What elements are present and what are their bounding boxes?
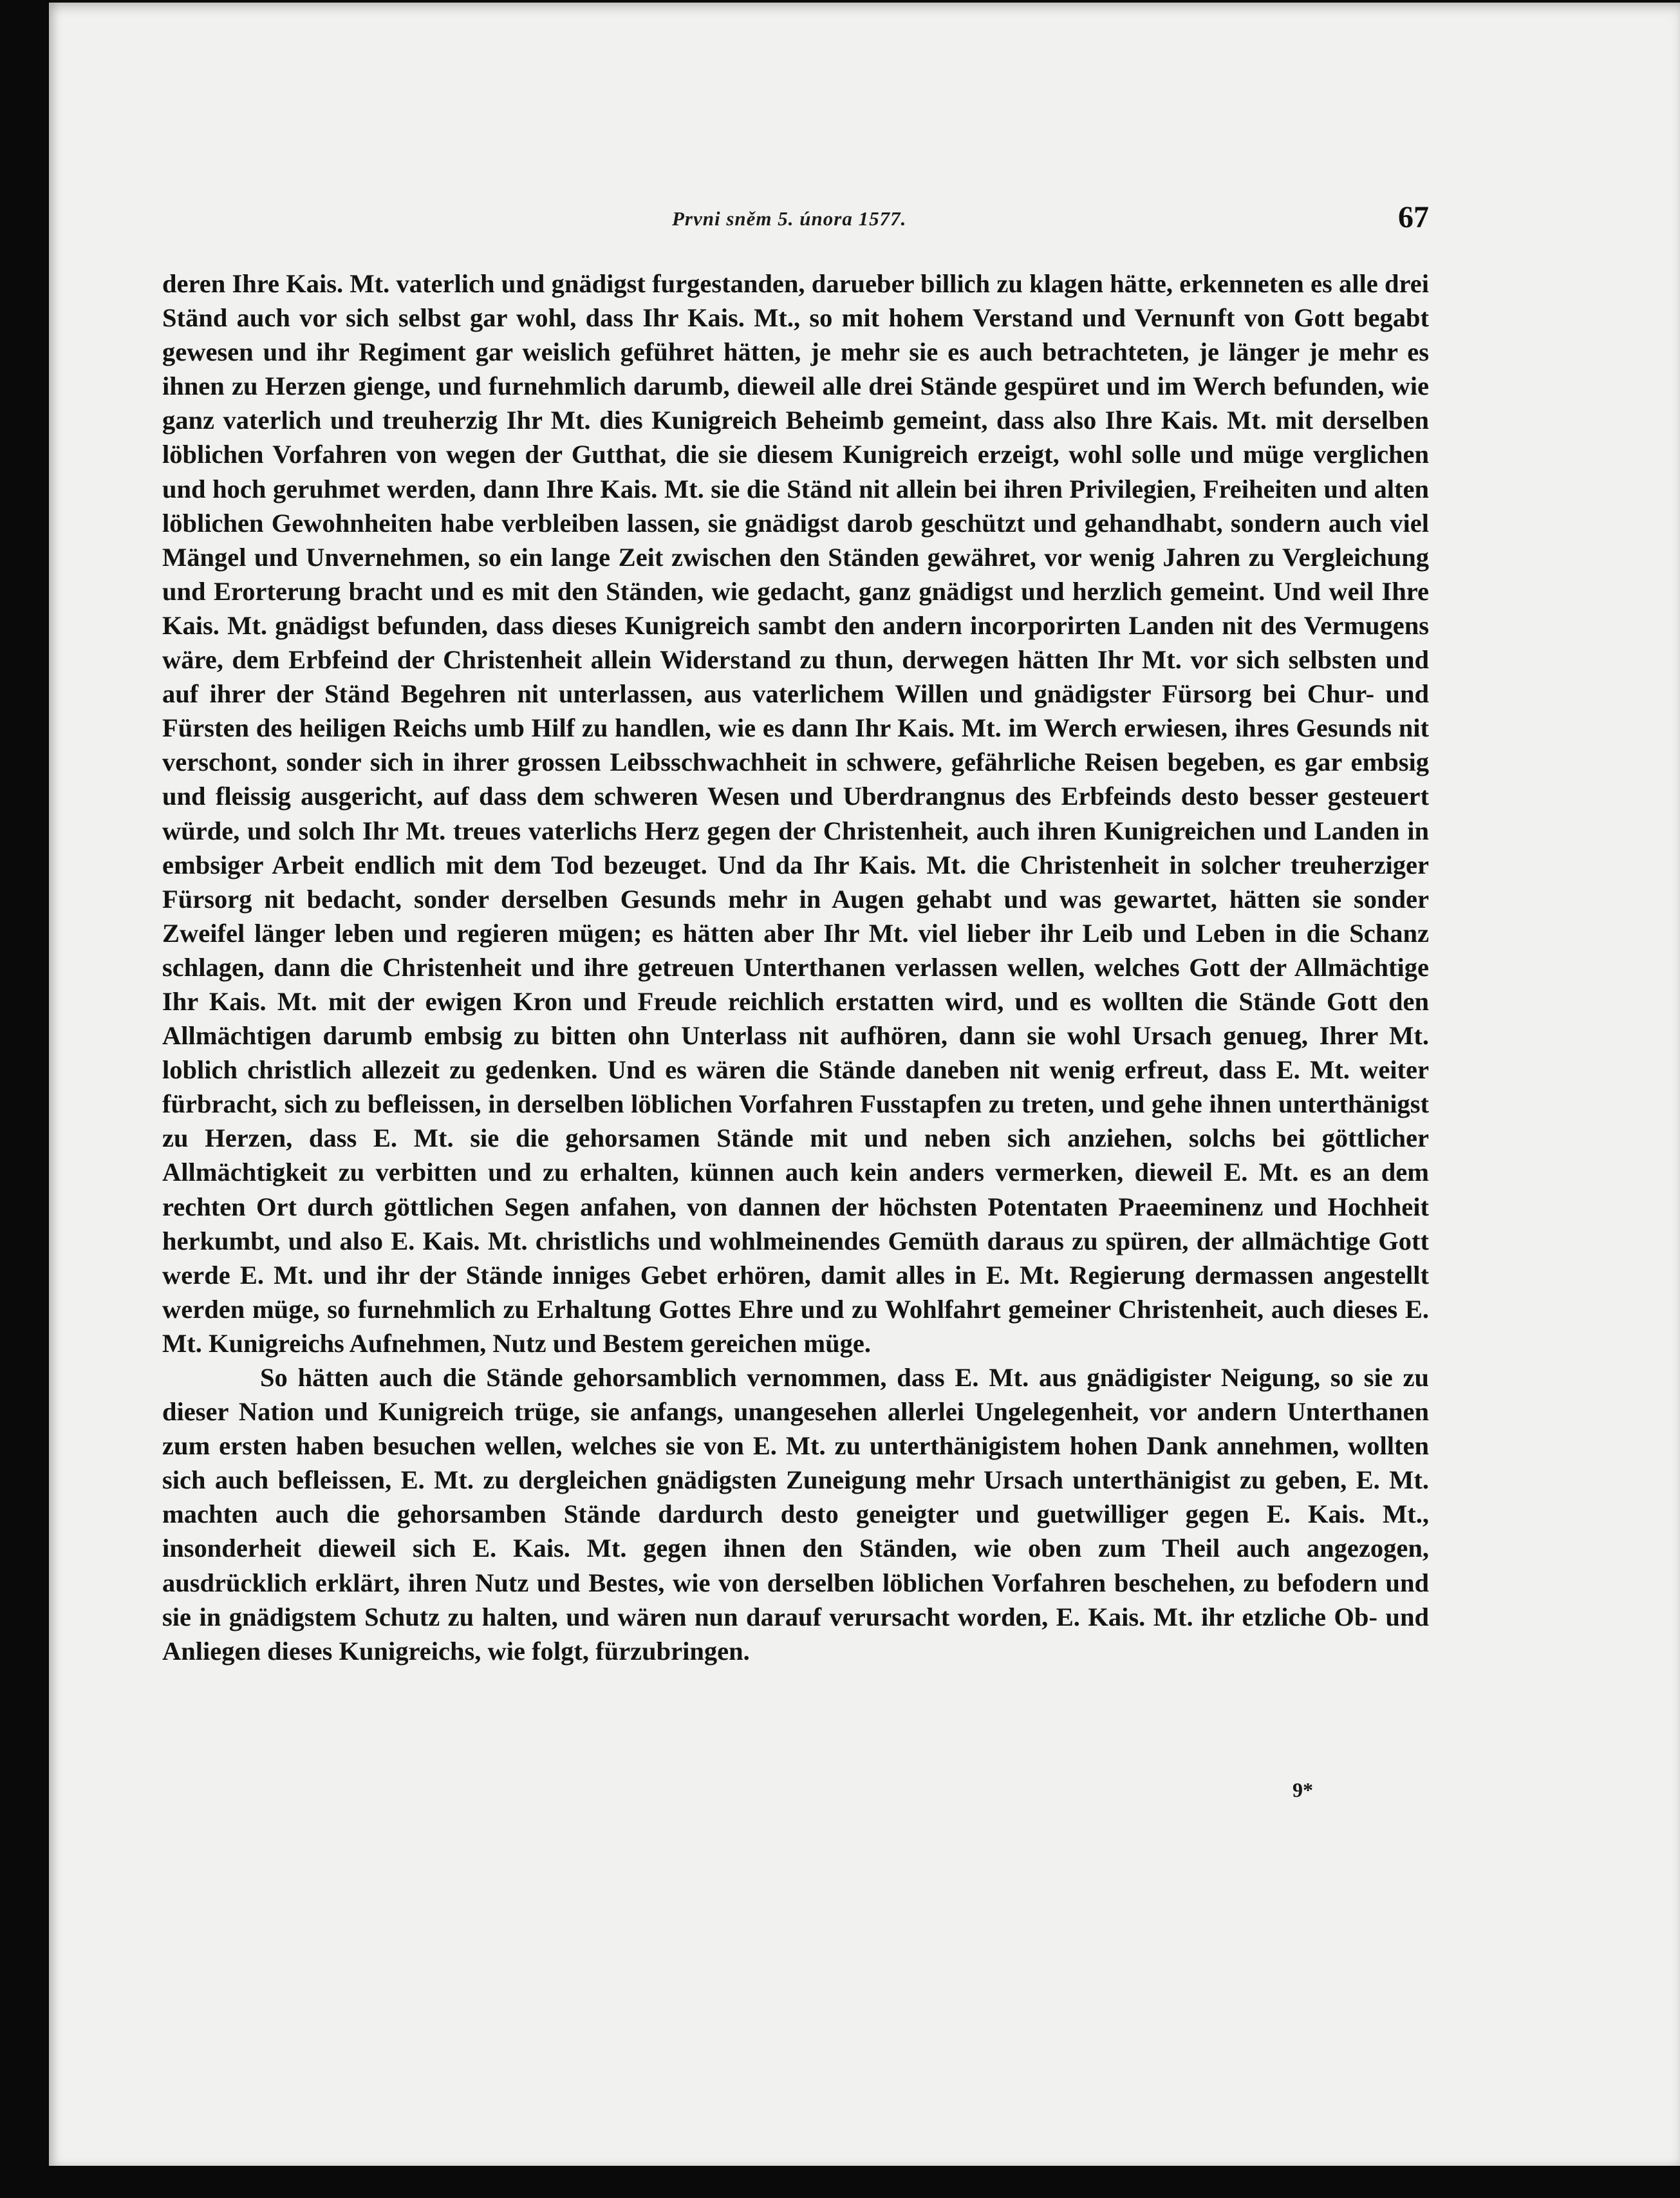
paragraph-1: deren Ihre Kais. Mt. vaterlich und gnädigst furgestanden, darueber billich zu klagen hätte, erkenneten es alle drei Ständ auch vor sich selbst gar wohl, dass Ihr Kais. Mt., so mit hohem Verstand und Vernunft von Gott begabt gewesen und ihr Regiment gar weislich geführet hätten, je mehr sie es auch betrachteten, je länger je mehr es ihnen zu Herzen gienge, und furnehmlich darumb, dieweil alle drei Stände gespüret und im Werch befunden, wie ganz vaterlich und treuherzig Ihr Mt. dies Kunigreich Beheimb gemeint, dass also Ihre Kais. Mt. mit derselben löblichen Vorfahren von wegen der Gutthat, die sie diesem Kunigreich erzeigt, wohl solle und müge verglichen und hoch geruhmet werden, dann Ihre Kais. Mt. sie die Ständ nit allein bei ihren Privilegien, Freiheiten und alten löblichen Gewohnheiten habe verbleiben lassen, sie gnädigst darob geschützt und gehandhabt, sondern auch viel Mängel und Unvernehmen, so ein lange Zeit zwischen den Ständen gewähret, vor wenig Jahren zu Vergleichung und Erorterung bracht und es mit den Ständen, wie gedacht, ganz gnädigst und herzlich gemeint. Und weil Ihre Kais. Mt. gnädigst befunden, dass dieses Kunigreich sambt den andern incorporirten Landen nit des Vermugens wäre, dem Erbfeind der Christenheit allein Widerstand zu thun, derwegen hätten Ihr Mt. vor sich selbsten und auf ihrer der Ständ Begehren nit unterlassen, aus vaterlichem Willen und gnädigster Fürsorg bei Chur- und Fürsten des heiligen Reichs umb Hilf zu handlen, wie es dann Ihr Kais. Mt. im Werch erwiesen, ihres Gesunds nit verschont, sonder sich in ihrer grossen Leibsschwachheit in schwere, gefährliche Reisen begeben, es gar embsig und fleissig ausgericht, auf dass dem schweren Wesen und Uberdrangnus des Erbfeinds desto besser gesteuert würde, und solch Ihr Mt. treues vaterlichs Herz gegen der Christenheit, auch ihren Kunigreichen und Landen in embsiger Arbeit endlich mit dem Tod bezeuget. Und da Ihr Kais. Mt. die Christenheit in solcher treuherziger Fürsorg nit bedacht, sonder derselben Gesunds mehr in Augen gehabt und was gewartet, hätten sie sonder Zweifel länger leben und regieren mügen; es hätten aber Ihr Mt. viel lieber ihr Leib und Leben in die Schanz schlagen, dann die Christenheit und ihre getreuen Unterthanen verlassen wellen, welches Gott der Allmächtige Ihr Kais. Mt. mit der ewigen Kron und Freude reichlich erstatten wird, und es wollten die Stände Gott den Allmächtigen darumb embsig zu bitten ohn Unterlass nit aufhören, dann sie wohl Ursach genueg, Ihrer Mt. loblich christlich allezeit zu gedenken. Und es wären die Stände daneben nit wenig erfreut, dass E. Mt. weiter fürbracht, sich zu befleissen, in derselben löblichen Vorfahren Fusstapfen zu treten, und gehe ihnen unterthänigst zu Herzen, dass E. Mt. sie die gehorsamen Stände mit und neben sich anziehen, solchs bei göttlicher Allmächtigkeit zu verbitten und zu erhalten, künnen auch kein anders vermerken, dieweil E. Mt. es an dem rechten Ort durch göttlichen Segen anfahen, von dannen der höchsten Potentaten Praeeminenz und Hochheit herkumbt, und also E. Kais. Mt. christlichs und wohlmeinendes Gemüth daraus zu spüren, der allmächtige Gott werde E. Mt. und ihr der Stände inniges Gebet erhören, damit alles in E. Mt. Regierung dermassen angestellt werden müge, so furnehmlich zu Erhaltung Gottes Ehre und zu Wohlfahrt gemeiner Christenheit, auch dieses E. Mt. Kunigreichs Aufnehmen, Nutz und Bestem gereichen müge. xyxy=(162,269,1429,1358)
page-header xyxy=(162,200,1429,243)
scan-bottom-edge xyxy=(0,2166,1680,2198)
signature-mark: 9* xyxy=(1293,1778,1313,1801)
running-head: Prvni sněm 5. února 1577. xyxy=(672,207,907,230)
scan-left-edge xyxy=(0,0,49,2198)
page-number: 67 xyxy=(1398,200,1429,234)
paragraph-2: So hätten auch die Stände gehorsamblich vernommen, dass E. Mt. aus gnädigister Neigung, so sie zu dieser Nation und Kunigreich trüge, sie anfangs, unangesehen allerlei Ungelegenheit, vor andern Unterthanen zum ersten haben besuchen wellen, welches sie von E. Mt. zu unterthänigistem hohen Dank annehmen, wollten sich auch befleissen, E. Mt. zu dergleichen gnädigsten Zuneigung mehr Ursach unterthänigist zu geben, E. Mt. machten auch die gehorsamben Stände dardurch desto geneigter und guetwilliger gegen E. Kais. Mt., insonderheit dieweil sich E. Kais. Mt. gegen ihnen den Ständen, wie oben zum Theil auch angezogen, ausdrücklich erklärt, ihren Nutz und Bestes, wie von derselben löblichen Vorfahren beschehen, zu befodern und sie in gnädigstem Schutz zu halten, und wären nun darauf verursacht worden, E. Kais. Mt. ihr etzliche Ob- und Anliegen dieses Kunigreichs, wie folgt, fürzubringen. xyxy=(162,1363,1429,1666)
body-text xyxy=(162,267,1429,1668)
